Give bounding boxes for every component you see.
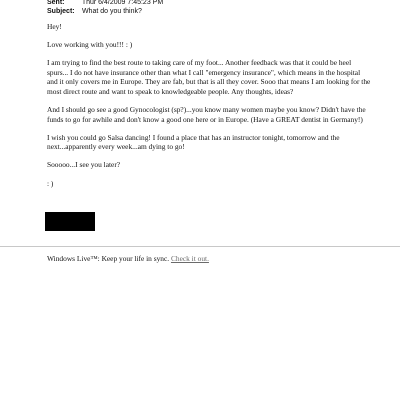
sent-header-row xyxy=(47,0,163,7)
footer-divider xyxy=(0,246,400,247)
paragraph-love: Love working with you!!! : ) xyxy=(47,40,133,50)
check-it-out-link[interactable]: Check it out. xyxy=(170,254,209,263)
smiley-line: : ) xyxy=(47,178,54,188)
paragraph-foot: I am trying to find the best route to taking care of my foot... Another feedback was that it could be heel spurs... I do not have insurance other than what I call "emergency insurance", which means in the hospital and it only covers me in Europe. They are fab, but that is all they cover. Sooo that means I am looking for the most direct route and want to speak to knowledgeable people. Any thoughts, ideas? xyxy=(47,58,371,96)
redacted-signature-block xyxy=(45,212,95,231)
subject-header-row xyxy=(47,7,142,16)
paragraph-salsa: I wish you could go Salsa dancing! I found a place that has an instructor tonight, tomorrow and the next...apparently every week...am dying to go! xyxy=(47,132,340,152)
subject-value: What do you think? xyxy=(81,8,142,15)
footer xyxy=(47,254,209,264)
paragraph-see-you: Sooooo...I see you later? xyxy=(47,160,121,170)
sent-value: Thur 6/4/2009 7:45:23 PM xyxy=(81,0,164,6)
sent-label: Sent: xyxy=(47,0,65,6)
greeting: Hey! xyxy=(47,22,62,31)
subject-label: Subject: xyxy=(47,8,75,15)
footer-text: Windows Live™: Keep your life in sync. xyxy=(47,254,170,263)
paragraph-doctor: And I should go see a good Gynocologist (sp?)...you know many women maybe you know? Didn't have the funds to go for awhile and don't know a good one here or in Europe. (Have a GREAT dentist in Germany!) xyxy=(47,105,366,124)
email-body xyxy=(47,22,372,197)
